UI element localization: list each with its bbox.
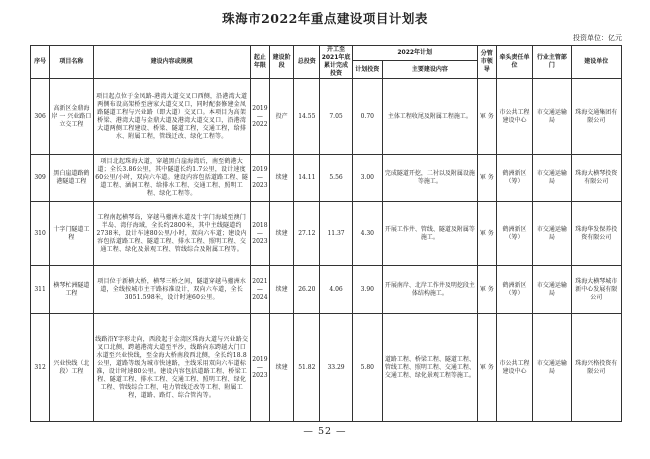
cell-stage: 续建 xyxy=(269,314,293,422)
cell-lead-unit: 市公共工程建设中心 xyxy=(496,314,532,422)
cell-builder: 珠海大横琴城市新中心发展有限公司 xyxy=(571,266,622,314)
cell-plan-content: 开展工作井、管线、隧道及附属等施工。 xyxy=(382,202,477,266)
cell-years: 2019 — 2022 xyxy=(250,79,269,155)
table-row xyxy=(31,314,622,422)
page-number: — 52 — xyxy=(303,426,347,437)
cell-category: 軍 务 xyxy=(477,266,496,314)
table-row xyxy=(31,202,622,266)
cell-plan-content: 完成隧道开挖，二衬以及附属设施等施工。 xyxy=(382,155,477,202)
table-row xyxy=(31,79,622,155)
cell-plan-invest: 3.00 xyxy=(352,155,382,202)
cell-seq: 311 xyxy=(31,266,50,314)
cell-plan-invest: 4.30 xyxy=(352,202,382,266)
cell-dept: 市交通运输局 xyxy=(533,155,571,202)
cell-lead-unit: 鹤洲新区（筹） xyxy=(496,155,532,202)
cell-lead-unit: 市公共工程建设中心 xyxy=(496,79,532,155)
cell-total: 27.12 xyxy=(294,202,320,266)
cell-dept: 市交通运输局 xyxy=(533,266,571,314)
cell-content: 项目位于新横大桥，横琴三桥之间，隧道穿越马骝洲水道，全线按城市主干路标准设计，双向六车道，全长3051.598米，设计时速60公里。 xyxy=(93,266,250,314)
header-content: 建设内容或规模 xyxy=(93,46,250,79)
cell-stage: 续建 xyxy=(269,266,293,314)
cell-dept: 市交通运输局 xyxy=(533,79,571,155)
cell-plan-content: 道路工程、桥梁工程、隧道工程、管线工程、照明工程、交通工程、交通工程、绿化景观工程等施工。 xyxy=(382,314,477,422)
table-row xyxy=(31,155,622,202)
cell-years: 2021 — 2024 xyxy=(250,266,269,314)
unit-note: 投资单位：亿元 xyxy=(573,34,622,42)
cell-category: 軍 务 xyxy=(477,202,496,266)
header-lead-unit: 牵头责任单位 xyxy=(496,46,532,79)
cell-content: 工程南起横琴岛，穿越马骝洲水道及十字门海域至澳门半岛、湾仔海域，全长约2800米，其中主线隧道约2738米，设计车速80公里/小时，双向六车道；建设内容包括道路工程、隧道工程、排水工程、照明工程、交通工程、绿化及景观工程、管线综合及附属工程等。 xyxy=(93,202,250,266)
cell-builder: 珠海大横琴投资有限公司 xyxy=(571,155,622,202)
cell-name: 黑白崖道路鹤港隧道工程 xyxy=(50,155,93,202)
header-name: 项目名称 xyxy=(50,46,93,79)
cell-dept: 市交通运输局 xyxy=(533,202,571,266)
header-row xyxy=(31,46,622,61)
cell-name: 高新区金鼎海岸 一 兴业路口立交工程 xyxy=(50,79,93,155)
page-title: 珠海市2022年重点建设项目计划表 xyxy=(222,11,428,26)
cell-category: 軍 务 xyxy=(477,314,496,422)
cell-seq: 309 xyxy=(31,155,50,202)
cell-cumulative: 33.29 xyxy=(320,314,352,422)
cell-plan-invest: 5.80 xyxy=(352,314,382,422)
cell-name: 兴业快线（北段）工程 xyxy=(50,314,93,422)
cell-plan-invest: 0.70 xyxy=(352,79,382,155)
header-category: 分管市领导 xyxy=(477,46,496,79)
header-plan-2022: 2022年计划 xyxy=(352,46,477,61)
cell-years: 2019 — 2023 xyxy=(250,155,269,202)
header-dept: 行业主管部门 xyxy=(533,46,571,79)
cell-builder: 珠海兴格投资有限公司 xyxy=(571,314,622,422)
header-years: 起止年限 xyxy=(250,46,269,79)
cell-cumulative: 5.56 xyxy=(320,155,352,202)
header-seq: 序号 xyxy=(31,46,50,79)
cell-category: 軍 务 xyxy=(477,79,496,155)
cell-lead-unit: 鹤洲新区（筹） xyxy=(496,266,532,314)
cell-category: 軍 务 xyxy=(477,155,496,202)
cell-stage: 投产 xyxy=(269,79,293,155)
cell-name: 横琴杧洲隧道工程 xyxy=(50,266,93,314)
project-plan-table xyxy=(30,45,622,422)
cell-builder: 珠海华发保养投资有限公司 xyxy=(571,202,622,266)
cell-content: 项目起点位于金凤路-港湾大道交叉口西侧，沿港湾大道两侧布设高架桥至唐家大道交叉口，同时配套修建金凤路隧道工程与兴业路（即大道）交叉口。本项目为高架桥梁、港湾大道与金鼎大道及港湾大道交叉口，沿港湾大道两侧工程建设、桥梁、隧道工程，交通工程，给排水、附属工程，管线迁改、绿化工程等。 xyxy=(93,79,250,155)
cell-seq: 310 xyxy=(31,202,50,266)
header-cumulative: 开工至2021年底累计完成投资 xyxy=(321,46,351,77)
cell-seq: 312 xyxy=(31,314,50,422)
cell-content: 线路沿Y字形走向，西段起于金湾区珠海大道与兴业路交叉口北侧，跨越港湾大道至平沙，线路向东跨越大门口水道至兴业快线，至金海大桥南段西北侧，全长约18.8公里，道路等级为城市快速路，主线采用双向六车道标准，设计时速80公里。建设内容包括道路工程、桥梁工程、隧道工程、排水工程、交通工程、照明工程、绿化工程、管线综合工程、电力管线迁改等工程、附属工程，道路、路灯、综合管沟等。 xyxy=(93,314,250,422)
cell-years: 2018 — 2023 xyxy=(250,202,269,266)
header-stage: 建设阶段 xyxy=(269,46,293,79)
cell-plan-content: 开展南岸、北岸工作井及明挖段主体结构施工。 xyxy=(382,266,477,314)
cell-total: 14.11 xyxy=(294,155,320,202)
header-builder: 建设单位 xyxy=(571,46,622,79)
cell-plan-content: 主体工程收尾及附属工程施工。 xyxy=(382,79,477,155)
cell-content: 项目北起珠海大道，穿越黑白崖海湾后，南至鹤港大道；全长3.86公里，其中隧道长约1.7公里，设计速度60公里/小时，双向六车道。建设内容包括道路工程、隧道工程、涵洞工程、给排水工程、交通工程、照明工程、绿化工程等。 xyxy=(93,155,250,202)
cell-builder: 珠海交通集团有限公司 xyxy=(571,79,622,155)
cell-stage: 续建 xyxy=(269,202,293,266)
cell-cumulative: 4.06 xyxy=(320,266,352,314)
cell-stage: 续建 xyxy=(269,155,293,202)
header-plan-content: 主要建设内容 xyxy=(382,61,477,79)
cell-name: 十字门隧道工程 xyxy=(50,202,93,266)
cell-years: 2019 — 2023 xyxy=(250,314,269,422)
cell-total: 14.55 xyxy=(294,79,320,155)
header-plan-invest: 计划投资 xyxy=(352,61,382,79)
cell-lead-unit: 鹤洲新区（筹） xyxy=(496,202,532,266)
cell-seq: 306 xyxy=(31,79,50,155)
cell-cumulative: 7.05 xyxy=(320,79,352,155)
header-total: 总投资 xyxy=(294,46,320,79)
cell-total: 26.20 xyxy=(294,266,320,314)
cell-dept: 市交通运输局 xyxy=(533,314,571,422)
cell-plan-invest: 3.90 xyxy=(352,266,382,314)
table-row xyxy=(31,266,622,314)
cell-cumulative: 11.37 xyxy=(320,202,352,266)
cell-total: 51.82 xyxy=(294,314,320,422)
